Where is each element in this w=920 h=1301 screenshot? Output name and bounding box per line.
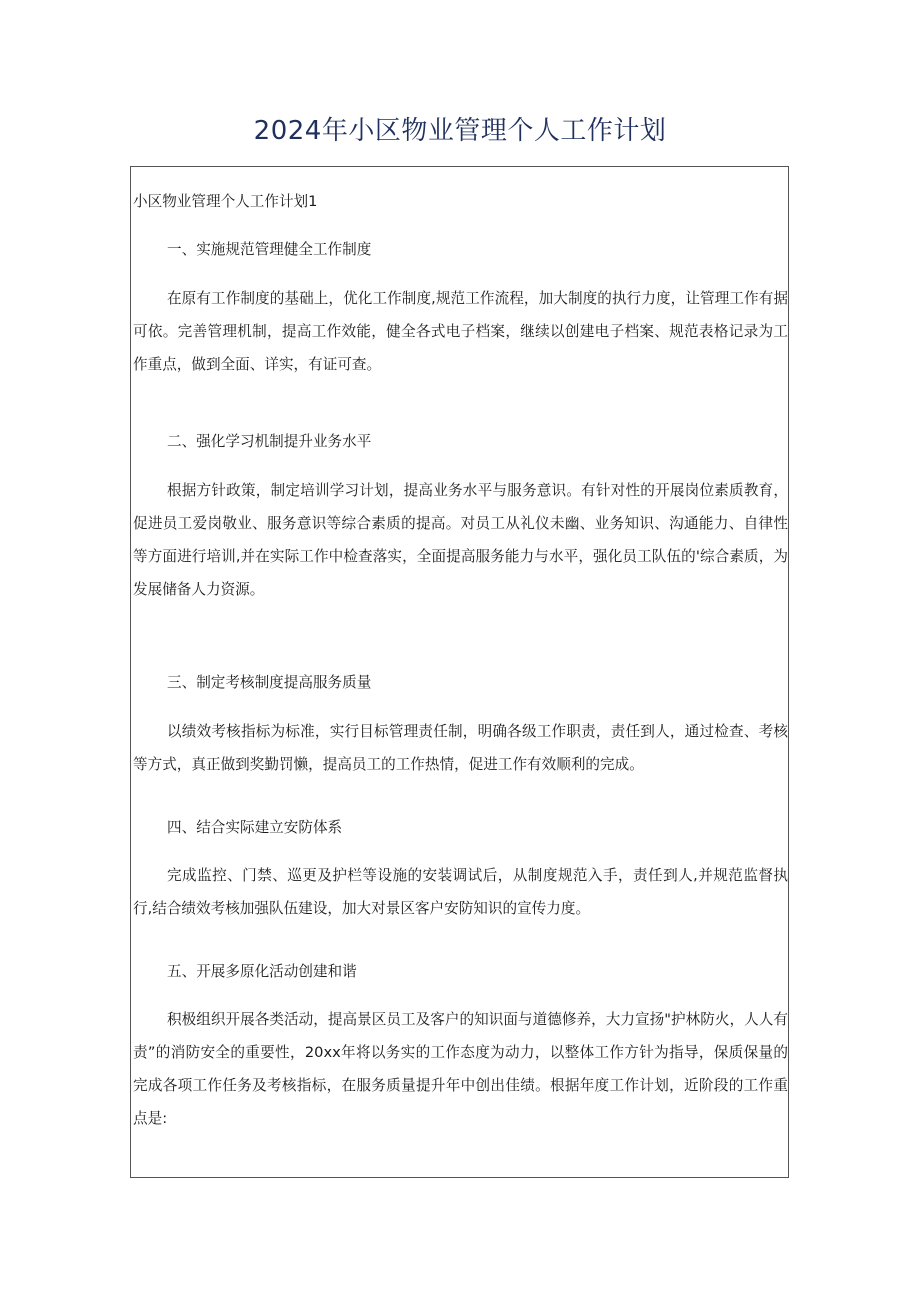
section-heading-5: 五、开展多原化活动创建和谐 <box>167 963 357 980</box>
section-body-2: 根据方针政策，制定培训学习计划，提高业务水平与服务意识。有针对性的开展岗位素质教育，促进员工爱岗敬业、服务意识等综合素质的提高。对员工从礼仪未幽、业务知识、沟通能力、自律性等方面进行培训,并在实际工作中检查落实，全面提高服务能力与水平，强化员工队伍的'综合素质，为发展储备人力资源。 <box>133 482 788 598</box>
content-frame <box>130 166 789 1178</box>
section-heading-2: 二、强化学习机制提升业务水平 <box>167 433 372 450</box>
section-body-1: 在原有工作制度的基础上，优化工作制度,规范工作流程，加大制度的执行力度，让管理工作有据可依。完善管理机制，提高工作效能，健全各式电子档案，继续以创建电子档案、规范表格记录为工作重点，做到全面、详实，有证可查。 <box>133 290 788 373</box>
subtitle: 小区物业管理个人工作计划1 <box>133 193 318 210</box>
section-heading-4: 四、结合实际建立安防体系 <box>167 819 343 836</box>
section-body-5: 积极组织开展各类活动，提高景区员工及客户的知识面与道德修养，大力宣扬"护林防火，人人有责”的消防安全的重要性，20xx年将以务实的工作态度为动力，以整体工作方针为指导，保质保量的完成各项工作任务及考核指标，在服务质量提升年中创出佳绩。根据年度工作计划，近阶段的工作重点是: <box>133 1011 788 1127</box>
section-heading-3: 三、制定考核制度提高服务质量 <box>167 674 372 691</box>
document-title: 2024年小区物业管理个人工作计划 <box>253 116 667 146</box>
section-body-4: 完成监控、门禁、巡更及护栏等设施的安装调试后，从制度规范入手，责任到人,并规范监督执行,结合绩效考核加强队伍建设，加大对景区客户安防知识的宣传力度。 <box>133 867 788 917</box>
section-heading-1: 一、实施规范管理健全工作制度 <box>167 241 372 258</box>
section-body-3: 以绩效考核指标为标准，实行目标管理责任制，明确各级工作职责，责任到人，通过检查、考核等方式，真正做到奖勤罚懒，提高员工的工作热情，促进工作有效顺利的完成。 <box>133 723 788 773</box>
